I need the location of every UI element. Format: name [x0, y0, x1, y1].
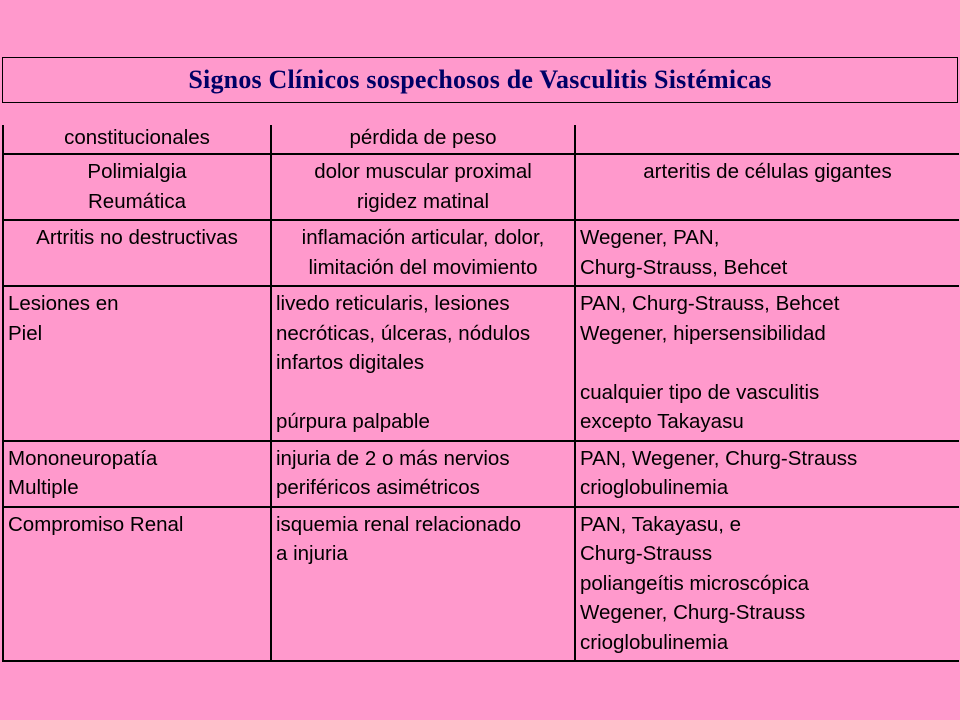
table-row-polymyalgia	[3, 154, 959, 220]
sign-cell: Lesiones en Piel	[3, 286, 271, 441]
findings-cell: pérdida de peso	[271, 125, 575, 154]
table-row-renal	[3, 507, 959, 662]
findings-cell: injuria de 2 o más nervios periféricos asimétricos	[271, 441, 575, 507]
vasculitis-cell: Wegener, PAN, Churg-Strauss, Behcet	[575, 220, 959, 286]
vasculitis-cell: PAN, Wegener, Churg-Strauss crioglobulinemia	[575, 441, 959, 507]
table-row-arthritis	[3, 220, 959, 286]
table-row-skin-lesions	[3, 286, 959, 441]
findings-cell: inflamación articular, dolor, limitación del movimiento	[271, 220, 575, 286]
table-row-mononeuropathy	[3, 441, 959, 507]
sign-cell: constitucionales	[3, 125, 271, 154]
vasculitis-cell: arteritis de células gigantes	[575, 154, 959, 220]
sign-cell: Polimialgia Reumática	[3, 154, 271, 220]
sign-cell: Artritis no destructivas	[3, 220, 271, 286]
findings-cell: livedo reticularis, lesiones necróticas, úlceras, nódulos infartos digitales púrpura palpable	[271, 286, 575, 441]
slide-title: Signos Clínicos sospechosos de Vasculitis Sistémicas	[188, 65, 772, 94]
vasculitis-cell: PAN, Churg-Strauss, Behcet Wegener, hipersensibilidad cualquier tipo de vasculitis excepto Takayasu	[575, 286, 959, 441]
findings-cell: dolor muscular proximal rigidez matinal	[271, 154, 575, 220]
title-box	[2, 57, 958, 103]
findings-cell: isquemia renal relacionado a injuria	[271, 507, 575, 662]
table-row-constitutional	[3, 125, 959, 154]
vasculitis-cell: PAN, Takayasu, e Churg-Strauss poliangeítis microscópica Wegener, Churg-Strauss crioglobulinemia	[575, 507, 959, 662]
clinical-signs-table	[2, 125, 959, 662]
vasculitis-cell	[575, 125, 959, 154]
sign-cell: Compromiso Renal	[3, 507, 271, 662]
sign-cell: Mononeuropatía Multiple	[3, 441, 271, 507]
